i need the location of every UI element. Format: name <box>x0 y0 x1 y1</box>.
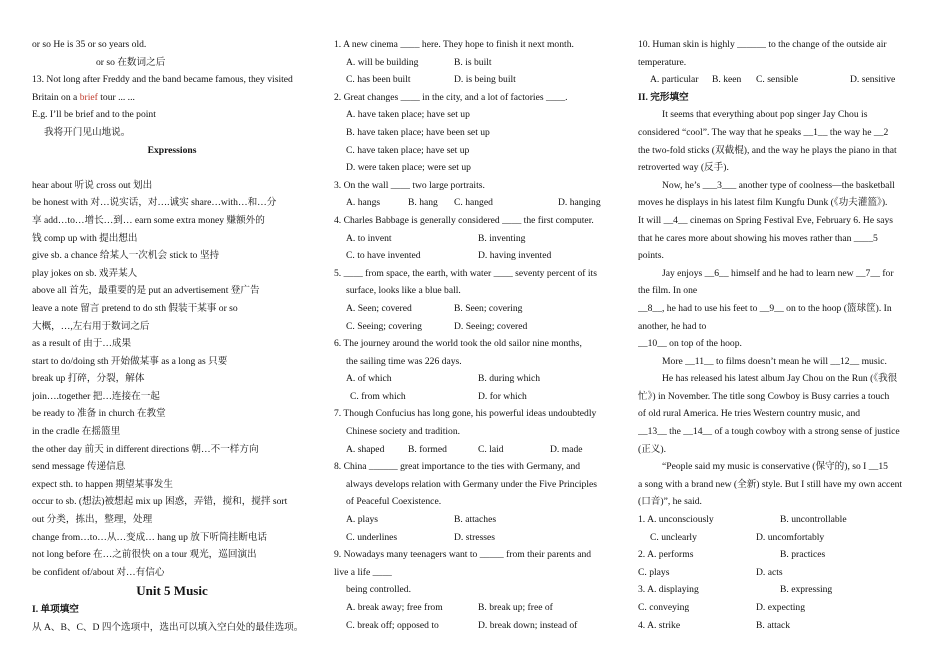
expression-line: 钱 comp up with 提出想出 <box>32 232 138 244</box>
option: D. expecting <box>756 602 806 613</box>
question-stem-cont: being controlled. <box>346 584 412 596</box>
option: B. keen <box>712 74 742 86</box>
option: A. will be building <box>346 56 419 68</box>
option: A. have taken place; have set up <box>346 109 470 121</box>
passage-line: the film. In one <box>638 285 698 297</box>
option: C. laid <box>478 443 504 455</box>
option: C. unclearly <box>650 531 697 543</box>
expression-line: occur to sb. (想法)被想起 mix up 困惑，弄错，搅和，搅拌 sort <box>32 496 288 508</box>
text-segment: tour ... ... <box>97 91 135 103</box>
passage-line: __10__ on top of the hoop. <box>638 338 742 350</box>
passage-line: (正义). <box>638 443 666 455</box>
expression-line: join….together 把…连接在一起 <box>32 390 160 402</box>
expression-line: out 分类，拣出，整理，处理 <box>32 514 153 526</box>
text-line: or so He is 35 or so years old. <box>32 39 147 50</box>
passage-line: 忙》) in November. The title song Cowboy is Busy carries a touch <box>638 390 890 402</box>
option: D. having invented <box>478 250 552 262</box>
question-stem-cont: live a life ____ <box>334 566 392 578</box>
option: C. hanged <box>454 197 493 209</box>
option: C. break off; opposed to <box>346 619 439 631</box>
option: C. conveying <box>638 602 690 613</box>
option: B. uncontrollable <box>780 514 847 526</box>
text-line: or so 在数词之后 <box>96 56 166 68</box>
text-segment: Britain on a <box>32 91 80 103</box>
option: A. plays <box>346 514 378 526</box>
options-row <box>334 247 615 265</box>
passage-line: __13__ the __14__ of a tough cowboy with a strong sense of justice <box>638 426 900 438</box>
blank-line <box>32 159 312 177</box>
expression-line: be ready to 准备 in church 在教堂 <box>32 408 166 420</box>
options-row <box>334 370 615 388</box>
options-row <box>334 617 615 635</box>
expression-line: send message 传递信息 <box>32 461 126 473</box>
option: B. formed <box>408 443 447 455</box>
passage-line: __8__, he had to use his feet to __9__ on to the hoop (篮球筐). In <box>638 302 892 314</box>
section-heading: Expressions <box>147 144 197 156</box>
options-row <box>334 194 615 212</box>
option: C. to have invented <box>346 250 421 262</box>
option: B. is built <box>454 56 492 68</box>
expression-line: as a result of 由于…成果 <box>32 338 132 350</box>
text-line <box>32 89 312 107</box>
option: 2. A. performs <box>638 549 694 561</box>
option: A. hangs <box>346 197 381 209</box>
question-stem-cont: Chinese society and tradition. <box>346 426 461 438</box>
expression-line: change from…to…从…变成… hang up 放下听筒挂断电话 <box>32 531 268 543</box>
passage-line: the two-fold sticks (双截棍), and the way he plays the piano in that <box>638 144 897 156</box>
option: C. sensible <box>756 74 799 86</box>
text-line: 我将开门见山地说。 <box>44 126 131 138</box>
expression-line: be honest with 对…说实话，对….诚实 share…with…和…分 <box>32 197 277 209</box>
passage-line: It will __4__ cinemas on Spring Festival Eve, February 6. He says <box>638 214 893 226</box>
text-line: 13. Not long after Freddy and the band became famous, they visited <box>32 74 293 86</box>
options-row <box>638 71 918 89</box>
option: 4. A. strike <box>638 619 681 631</box>
expression-line: 享 add…to…增长…到… earn some extra money 赚额外的 <box>32 214 265 226</box>
highlight-word: brief <box>79 91 98 103</box>
instruction: 从 A、B、C、D 四个选项中，选出可以填入空白处的最佳选项。 <box>32 622 304 633</box>
option: A. shaped <box>346 443 385 455</box>
option: D. uncomfortably <box>756 531 825 543</box>
passage-line: another, he had to <box>638 320 707 332</box>
option: C. underlines <box>346 531 398 543</box>
option: D. sensitive <box>850 74 896 86</box>
passage-line: “People said my music is conservative (保守的), so I __15 <box>662 461 888 473</box>
option: B. practices <box>780 549 826 561</box>
option: C. has been built <box>346 74 411 86</box>
option: B. have taken place; have been set up <box>346 126 490 138</box>
option: C. Seeing; covering <box>346 320 422 332</box>
option: B. during which <box>478 373 541 385</box>
options-row <box>638 511 918 529</box>
text-line: E.g. I’ll be brief and to the point <box>32 109 156 121</box>
options-row <box>334 529 615 547</box>
expression-line: hear about 听说 cross out 划出 <box>32 179 153 191</box>
passage-line: that he cares more about showing his moves rather than ____5 <box>638 232 878 244</box>
option: D. hanging <box>558 197 601 209</box>
passage-line: (口音)”, he said. <box>638 496 702 508</box>
question-stem-cont: temperature. <box>638 56 687 68</box>
option: D. is being built <box>454 74 516 86</box>
expression-line: expect sth. to happen 期望某事发生 <box>32 478 173 490</box>
option: D. made <box>550 443 583 455</box>
option: 3. A. displaying <box>638 584 699 596</box>
option: B. attack <box>756 619 791 631</box>
option: C. from which <box>350 390 406 402</box>
passage-line: points. <box>638 250 664 262</box>
passage-line: retroverted way (反手). <box>638 162 729 174</box>
expression-line: leave a note 留言 pretend to do sth 假装干某事 or so <box>32 302 238 314</box>
question-stem: 6. The journey around the world took the old sailor nine months, <box>334 338 582 350</box>
option: A. particular <box>650 74 699 86</box>
option: D. for which <box>478 390 527 402</box>
options-row <box>334 318 615 336</box>
question-stem: 3. On the wall ____ two large portraits. <box>334 179 485 191</box>
option: D. were taken place; were set up <box>346 162 471 174</box>
expression-line: 大概，…,左右用于数词之后 <box>32 320 150 332</box>
expression-line: the other day 前天 in different directions 朝…不一样方向 <box>32 443 259 455</box>
expression-line: not long before 在…之前很快 on a tour 观光，巡回演出 <box>32 549 257 561</box>
option: D. acts <box>756 566 783 578</box>
expression-line: in the cradle 在摇篮里 <box>32 426 121 438</box>
expression-line: be confident of/about 对…有信心 <box>32 566 165 578</box>
question-stem: 1. A new cinema ____ here. They hope to finish it next month. <box>334 39 574 50</box>
option: D. stresses <box>454 531 496 543</box>
expression-line: start to do/doing sth 开始做某事 as a long as 只要 <box>32 355 228 367</box>
expression-line: give sb. a chance 给某人一次机会 stick to 坚持 <box>32 250 220 262</box>
option: C. have taken place; have set up <box>346 144 470 156</box>
passage-line: It seems that everything about pop singer Jay Chou is <box>662 109 868 121</box>
option: A. of which <box>346 373 392 385</box>
question-stem-cont: of Peaceful Coexistence. <box>346 496 442 508</box>
question-stem: 2. Great changes ____ in the city, and a lot of factories ____. <box>334 91 568 103</box>
passage-line: Jay enjoys __6__ himself and he had to learn new __7__ for <box>662 267 894 279</box>
options-row <box>334 300 615 318</box>
options-row <box>638 546 918 564</box>
question-stem: 4. Charles Babbage is generally considered ____ the first computer. <box>334 214 594 226</box>
option: B. Seen; covering <box>454 302 523 314</box>
options-row <box>638 617 918 635</box>
section-heading: II. 完形填空 <box>638 91 689 103</box>
option: A. break away; free from <box>346 602 443 613</box>
question-stem: 5. ____ from space, the earth, with water ____ seventy percent of its <box>334 267 597 279</box>
options-row <box>638 581 918 599</box>
options-row <box>638 529 918 547</box>
option: C. plays <box>638 566 670 578</box>
option: A. Seen; covered <box>346 302 412 314</box>
option: B. hang <box>408 197 438 209</box>
passage-line: of old rural America. He tries Western country music, and <box>638 408 861 420</box>
question-stem: 7. Though Confucius has long gone, his powerful ideas undoubtedly <box>334 408 597 420</box>
option: B. attaches <box>454 514 497 526</box>
question-stem: 9. Nowadays many teenagers want to _____ from their parents and <box>334 549 592 561</box>
option: D. break down; instead of <box>478 619 578 631</box>
question-stem: 10. Human skin is highly ______ to the change of the outside air <box>638 39 887 50</box>
right-column <box>638 36 918 634</box>
option: B. break up; free of <box>478 602 553 613</box>
passage-line: Now, he’s ___3___ another type of coolness—the basketball <box>662 179 895 191</box>
question-stem: 8. China ______ great importance to the ties with Germany, and <box>334 461 581 473</box>
options-row <box>334 441 615 459</box>
option: B. inventing <box>478 232 526 244</box>
options-row <box>334 388 615 406</box>
expression-line: play jokes on sb. 戏弄某人 <box>32 267 138 279</box>
passage-line: More __11__ to films doesn’t mean he will __12__ music. <box>662 355 887 367</box>
passage-line: a song with a brand new (全新) style. But I still have my own accent <box>638 478 903 490</box>
left-column <box>32 36 312 637</box>
middle-column <box>334 36 615 634</box>
expression-line: break up 打碎，分裂，解体 <box>32 373 145 385</box>
section-heading: I. 单项填空 <box>32 604 79 616</box>
options-row <box>334 71 615 89</box>
options-row <box>334 54 615 72</box>
options-row <box>334 230 615 248</box>
options-row <box>638 564 918 582</box>
question-stem-cont: the sailing time was 226 days. <box>346 355 462 367</box>
passage-line: moves he displays in his latest film Kungfu Dunk (《功夫灌篮》). <box>638 197 888 209</box>
options-row <box>334 511 615 529</box>
question-stem-cont: surface, looks like a blue ball. <box>346 285 461 297</box>
expression-line: above all 首先，最重要的是 put an advertisement 登广告 <box>32 285 260 297</box>
options-row <box>638 599 918 617</box>
question-stem-cont: always develops relation with Germany under the Five Principles <box>346 478 597 490</box>
option: D. Seeing; covered <box>454 320 528 332</box>
passage-line: He has released his latest album Jay Chou on the Run (《我很 <box>662 373 898 385</box>
options-row <box>334 599 615 617</box>
unit-title: Unit 5 Music <box>136 583 208 599</box>
option: 1. A. unconsciously <box>638 514 714 526</box>
option: A. to invent <box>346 232 392 244</box>
option: B. expressing <box>780 584 833 596</box>
passage-line: considered “cool”. The way that he speaks __1__ the way he __2 <box>638 126 889 138</box>
